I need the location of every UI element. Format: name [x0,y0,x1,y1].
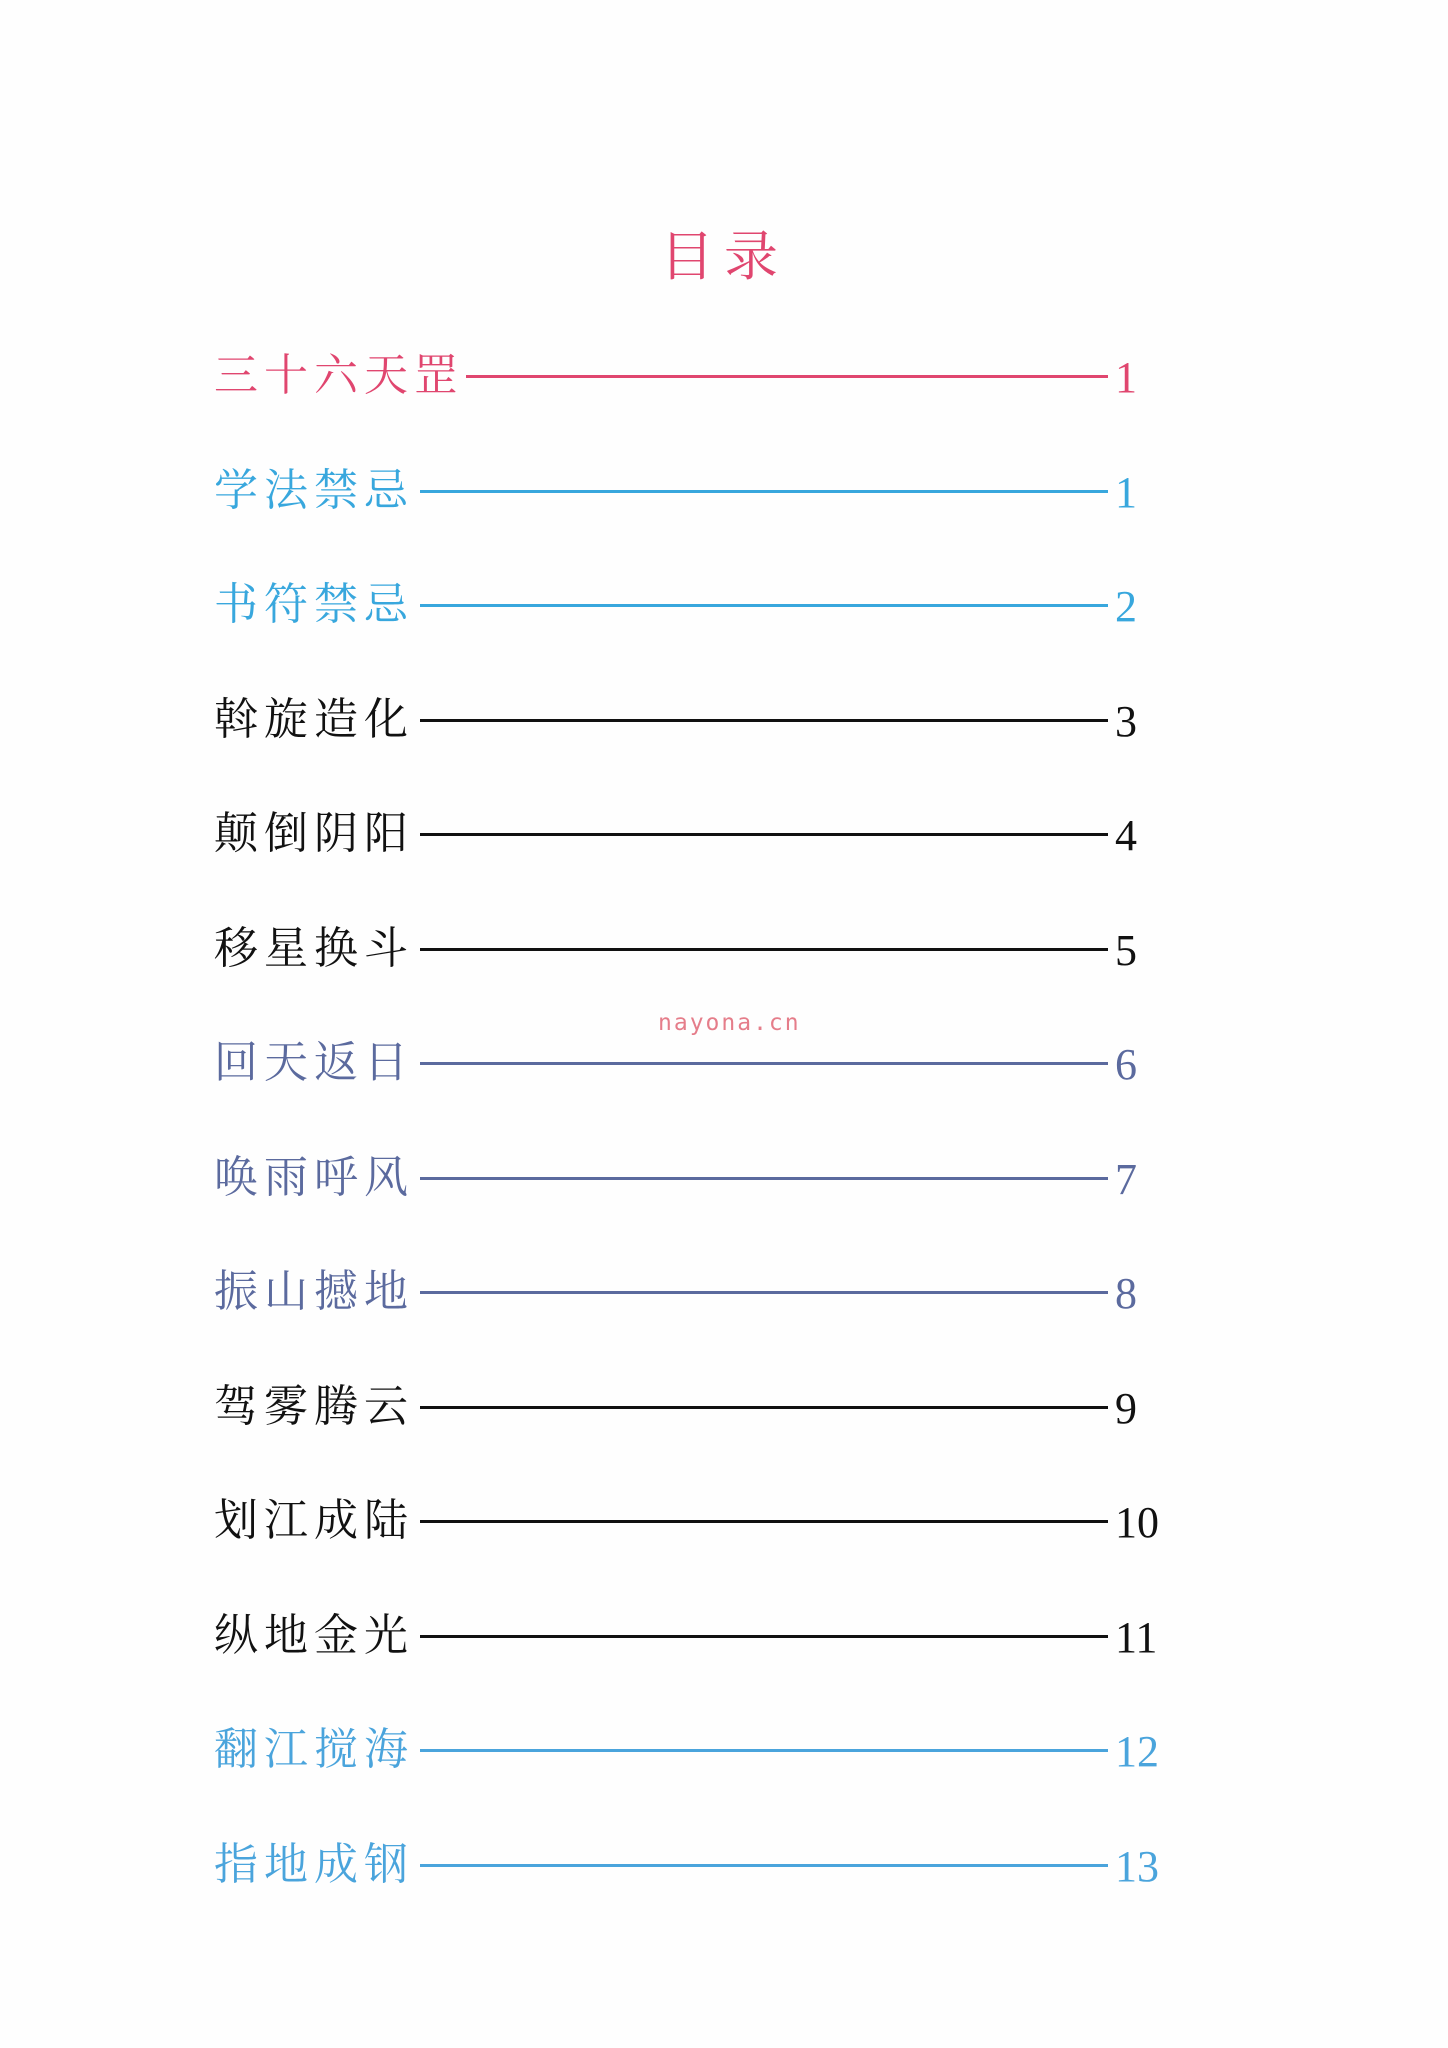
toc-entry-page: 1 [1115,353,1137,402]
toc-entry-title: 振山撼地 [214,1266,414,1317]
toc-entry-title: 三十六天罡 [214,350,464,401]
toc-entry-page: 13 [1115,1841,1159,1891]
toc-entry[interactable] [214,1475,1174,1590]
toc-entry-title: 书符禁忌 [214,579,414,630]
table-of-contents [214,330,1174,1933]
toc-leader-line [420,719,1108,722]
toc-entry-title: 翻江搅海 [214,1724,414,1775]
toc-title: 目录 [660,225,788,288]
toc-entry-page: 10 [1115,1498,1159,1547]
toc-entry-page: 9 [1115,1383,1137,1433]
toc-entry-title: 纵地金光 [214,1609,414,1661]
toc-leader-line [466,375,1108,378]
toc-leader-line [420,1291,1108,1294]
site-watermark: nayona.cn [658,1010,801,1036]
toc-entry[interactable] [214,559,1174,674]
toc-entry-page: 4 [1115,811,1137,860]
toc-entry-page: 11 [1115,1612,1158,1662]
toc-entry-title: 划江成陆 [214,1495,414,1546]
toc-entry-page: 12 [1115,1727,1159,1776]
toc-leader-line [420,1062,1108,1065]
toc-entry-page: 5 [1115,925,1137,975]
toc-entry-page: 8 [1115,1269,1137,1318]
toc-entry[interactable] [214,330,1174,445]
toc-leader-line [420,1864,1108,1867]
toc-entry-title: 移星换斗 [214,922,414,974]
toc-leader-line [420,490,1108,493]
toc-entry[interactable] [214,1819,1174,1934]
toc-leader-line [420,604,1108,607]
toc-entry-page: 3 [1115,696,1137,746]
toc-entry[interactable] [214,1132,1174,1247]
toc-entry[interactable] [214,1590,1174,1705]
toc-entry-page: 2 [1115,582,1137,631]
toc-entry-title: 唤雨呼风 [214,1151,414,1203]
toc-entry-title: 颠倒阴阳 [214,808,414,859]
toc-entry-title: 学法禁忌 [214,464,414,516]
toc-entry[interactable] [214,903,1174,1018]
toc-leader-line [420,833,1108,836]
toc-entry-title: 指地成钢 [214,1838,414,1890]
toc-entry-page: 1 [1115,467,1137,517]
toc-entry[interactable] [214,788,1174,903]
toc-entry[interactable] [214,445,1174,560]
toc-entry[interactable] [214,674,1174,789]
toc-entry-page: 6 [1115,1040,1137,1089]
toc-leader-line [420,1520,1108,1523]
toc-entry-page: 7 [1115,1154,1137,1204]
toc-leader-line [420,1177,1108,1180]
toc-entry[interactable] [214,1246,1174,1361]
toc-leader-line [420,1749,1108,1752]
toc-entry-title: 回天返日 [214,1037,414,1088]
toc-entry-title: 斡旋造化 [214,693,414,745]
toc-entry[interactable] [214,1704,1174,1819]
toc-leader-line [420,1406,1108,1409]
toc-leader-line [420,948,1108,951]
toc-leader-line [420,1635,1108,1638]
toc-entry-title: 驾雾腾云 [214,1380,414,1432]
toc-entry[interactable] [214,1361,1174,1476]
